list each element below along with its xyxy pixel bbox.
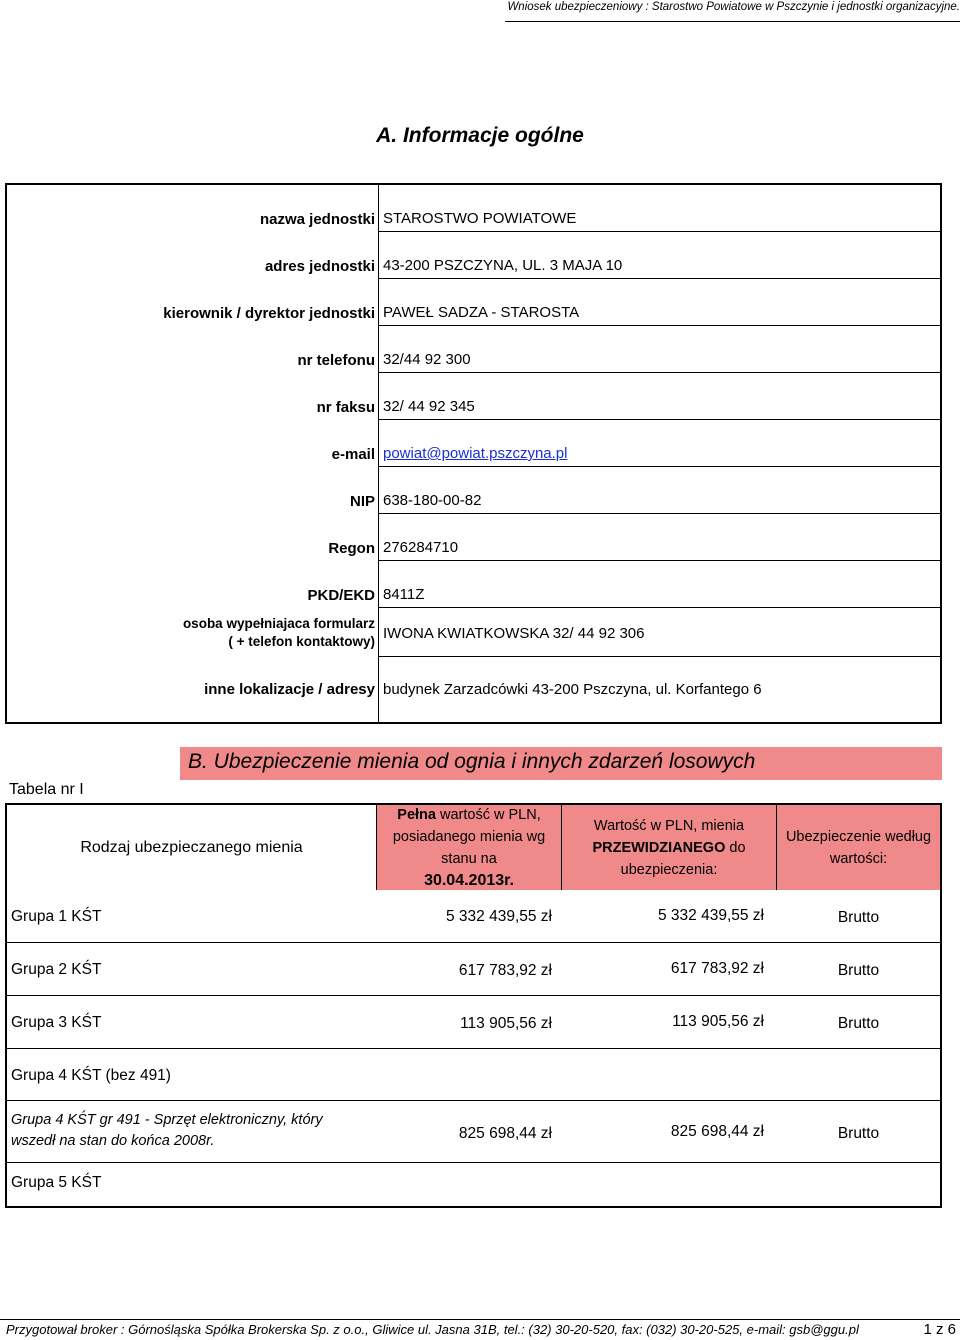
info-row-manager — [7, 279, 940, 326]
column-header-value-type: Ubezpieczenie według wartości: — [777, 805, 940, 890]
info-value — [378, 657, 940, 722]
section-b-header-bar — [180, 747, 942, 780]
column-header-pre: Wartość w PLN, mienia — [593, 817, 745, 834]
info-value-text: 43-200 PSZCZYNA, UL. 3 MAJA 10 — [383, 257, 623, 274]
row-name: Grupa 5 KŚT — [11, 1174, 102, 1191]
info-row-regon — [7, 514, 940, 561]
info-row-phone — [7, 326, 940, 373]
info-row-fax — [7, 373, 940, 420]
info-value-text: 8411Z — [383, 586, 425, 603]
column-header-full-value — [376, 805, 562, 890]
info-row-nip — [7, 467, 940, 514]
row-value-type: Brutto — [837, 1125, 880, 1142]
column-header-rest: wartość w PLN, posiadanego mienia wg stanu na — [392, 806, 546, 867]
row-insured-value: 5 332 439,55 zł — [657, 907, 764, 924]
info-label-line: ( + telefon kontaktowy) — [228, 634, 375, 649]
info-value — [378, 561, 940, 608]
info-label-line: osoba wypełniajaca formularz — [182, 616, 375, 631]
info-value — [378, 232, 940, 279]
info-label — [7, 615, 375, 651]
info-value — [378, 467, 940, 514]
info-value-text: 638-180-00-82 — [383, 492, 482, 509]
info-value — [378, 608, 940, 657]
column-header-bold: PRZEWIDZIANEGO — [592, 839, 726, 856]
row-insured-value: 825 698,44 zł — [670, 1123, 764, 1140]
column-header-date: 30.04.2013r. — [424, 871, 514, 889]
row-value-type: Brutto — [837, 962, 880, 979]
info-value — [378, 514, 940, 561]
row-name: Grupa 2 KŚT — [11, 961, 102, 978]
info-label: adres jednostki — [264, 258, 375, 275]
table-number-label: Tabela nr I — [9, 781, 84, 798]
row-insured-value: 617 783,92 zł — [670, 960, 764, 977]
table-row — [7, 996, 940, 1049]
table-row — [7, 890, 940, 943]
info-value-text: PAWEŁ SADZA - STAROSTA — [383, 304, 580, 321]
row-full-value: 113 905,56 zł — [460, 1015, 552, 1032]
info-value-text: budynek Zarzadcówki 43-200 Pszczyna, ul. Korfantego 6 — [383, 681, 762, 698]
info-row-contact-person — [7, 608, 940, 657]
page-number: 1 z 6 — [923, 1321, 956, 1338]
property-insurance-table — [5, 803, 942, 1208]
column-header-full-value-text — [377, 804, 561, 892]
section-a-title: A. Informacje ogólne — [376, 124, 584, 147]
footer-text: Przygotował broker : Górnośląska Spółka Brokerska Sp. z o.o., Gliwice ul. Jasna 31B, tel.: (32) 30-20-520, fax: (032) 30-20-525, e-mail: gsb@ggu.pl — [6, 1322, 859, 1337]
info-label: kierownik / dyrektor jednostki — [163, 305, 375, 322]
info-row-other-locations — [7, 657, 940, 722]
column-header-insured-value-text — [562, 815, 776, 881]
info-value-text: 276284710 — [383, 539, 459, 556]
info-label: nr telefonu — [297, 352, 375, 369]
row-name: Grupa 4 KŚT gr 491 - Sprzęt elektroniczny, który wszedł na stan do końca 2008r. — [11, 1112, 323, 1149]
info-label: Regon — [328, 540, 375, 557]
info-row-pkd — [7, 561, 940, 608]
info-label: inne lokalizacje / adresy — [204, 681, 375, 698]
row-insured-value: 113 905,56 zł — [672, 1013, 764, 1030]
column-header-bold: Pełna — [397, 806, 436, 823]
table-row — [7, 1163, 940, 1206]
info-value — [378, 279, 940, 326]
info-row-name — [7, 185, 940, 232]
row-full-value: 5 332 439,55 zł — [445, 908, 552, 925]
table-row — [7, 1101, 940, 1163]
row-value-type: Brutto — [837, 1015, 880, 1032]
info-label: nr faksu — [316, 399, 375, 416]
row-full-value: 825 698,44 zł — [458, 1125, 552, 1142]
column-header-rodzaj: Rodzaj ubezpieczanego mienia — [7, 805, 376, 890]
section-b-title: B. Ubezpieczenie mienia od ognia i innych zdarzeń losowych — [188, 750, 756, 773]
info-value-text: 32/44 92 300 — [383, 351, 471, 368]
row-full-value: 617 783,92 zł — [458, 962, 552, 979]
info-label: PKD/EKD — [307, 587, 375, 604]
table-row — [7, 1049, 940, 1101]
info-value-text: STAROSTWO POWIATOWE — [383, 210, 577, 227]
info-value — [378, 373, 940, 420]
general-info-table — [5, 183, 942, 724]
row-name: Grupa 4 KŚT (bez 491) — [11, 1067, 171, 1084]
column-header-post: do ubezpieczenia: — [620, 839, 746, 878]
info-label: nazwa jednostki — [259, 211, 375, 228]
row-name: Grupa 1 KŚT — [11, 908, 102, 925]
row-name: Grupa 3 KŚT — [11, 1014, 102, 1031]
info-row-address — [7, 232, 940, 279]
table-row — [7, 943, 940, 996]
info-value — [378, 326, 940, 373]
info-value — [378, 185, 940, 232]
column-header-insured-value — [562, 805, 777, 890]
document-header: Wniosek ubezpieczeniowy : Starostwo Powiatowe w Pszczynie i jednostki organizacyjne. — [505, 0, 960, 22]
info-value-text: IWONA KWIATKOWSKA 32/ 44 92 306 — [383, 625, 645, 642]
email-link[interactable]: powiat@powiat.pszczyna.pl — [383, 445, 568, 462]
row-value-type: Brutto — [837, 909, 880, 926]
info-value — [378, 420, 940, 467]
info-row-email — [7, 420, 940, 467]
document-footer — [0, 1319, 960, 1339]
info-value-text: 32/ 44 92 345 — [383, 398, 475, 415]
info-label: NIP — [349, 493, 375, 510]
info-label: e-mail — [331, 446, 375, 463]
